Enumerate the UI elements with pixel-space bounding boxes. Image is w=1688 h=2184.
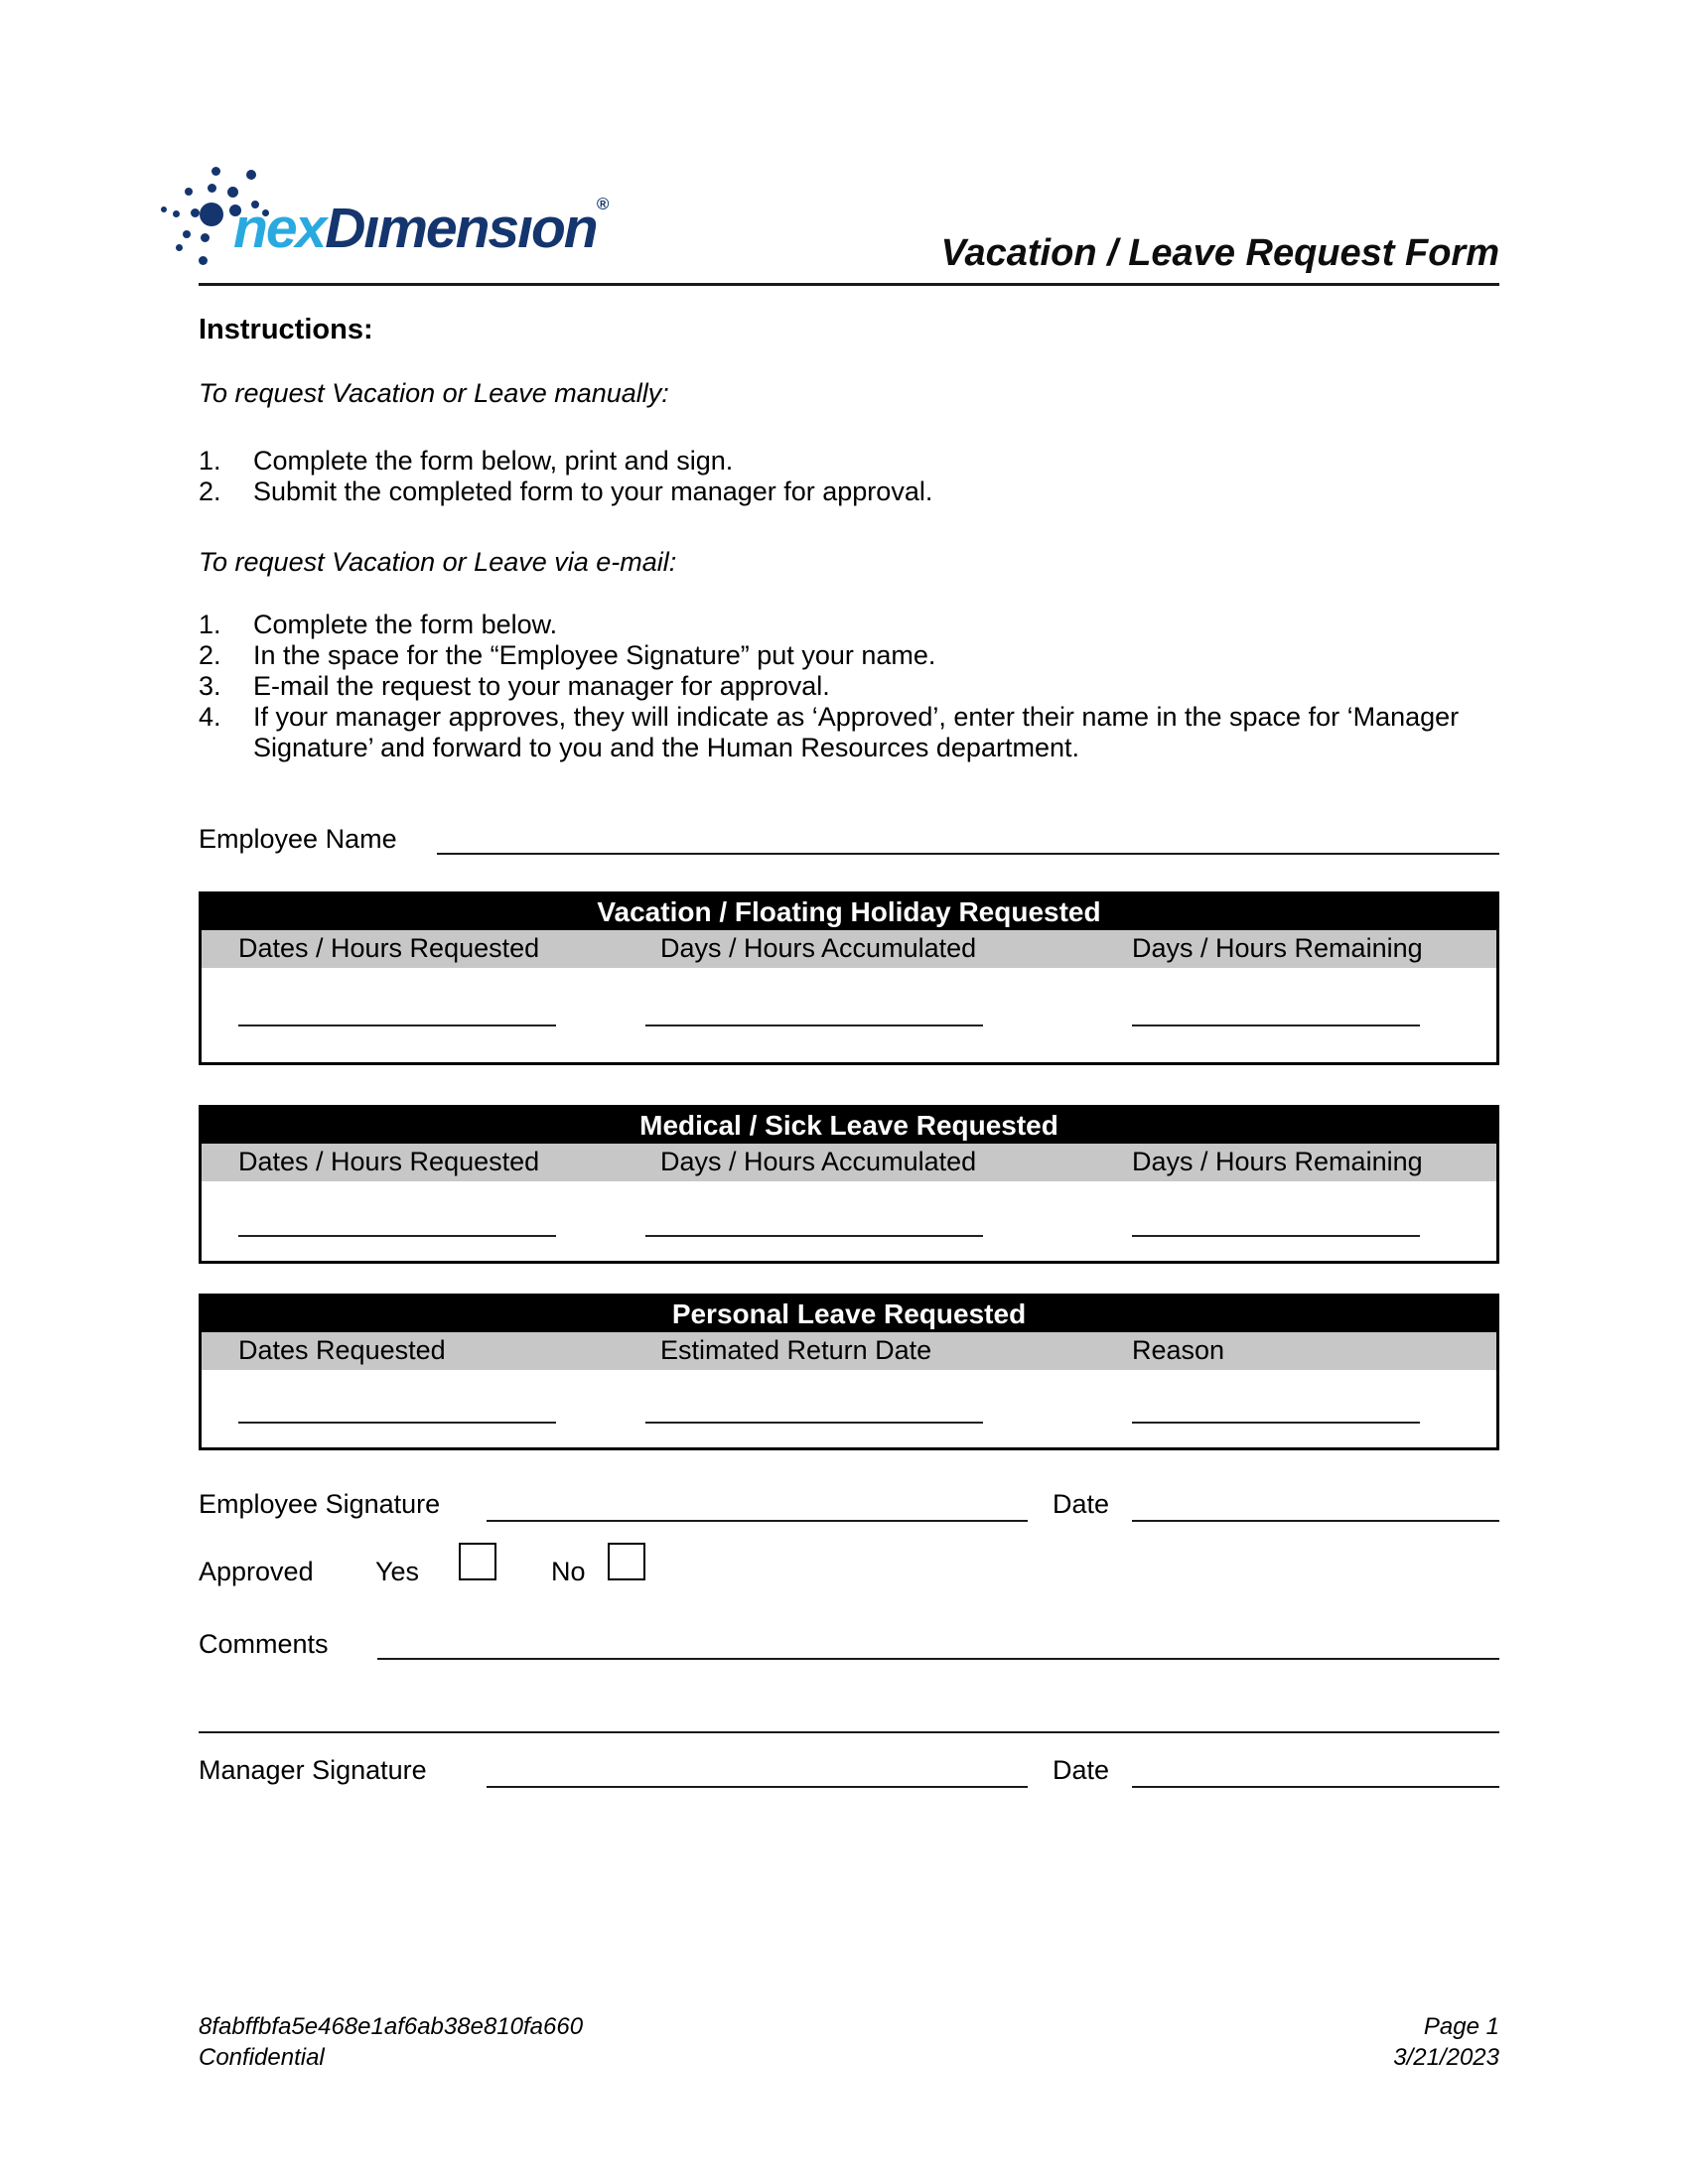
list-item [199,702,1501,763]
sick-days-accumulated-field[interactable] [645,1235,983,1237]
step-number: 1. [199,610,221,639]
step-text: If your manager approves, they will indicate as ‘Approved’, enter their name in the space for ‘Manager Signature’ and forward to you and the Human Resources department. [253,702,1460,762]
comments-field-line-1[interactable] [377,1658,1499,1660]
manager-signature-field[interactable] [487,1786,1028,1788]
employee-name-label: Employee Name [199,824,397,854]
column-header: Reason [1132,1335,1225,1365]
medical-sick-leave-table [199,1105,1499,1264]
header-divider [199,283,1499,286]
table-body [202,1370,1496,1447]
list-item [199,446,1501,477]
column-header: Days / Hours Accumulated [660,1147,977,1176]
no-label: No [551,1557,586,1586]
step-text: Submit the completed form to your manager for approval. [253,477,933,506]
table-column-headers [202,930,1496,968]
table-title: Personal Leave Requested [202,1297,1496,1332]
approved-yes-checkbox[interactable] [459,1543,496,1580]
confidential-label: Confidential [199,2044,325,2071]
step-number: 2. [199,477,221,506]
step-text: Complete the form below, print and sign. [253,446,734,476]
vacation-floating-holiday-table [199,891,1499,1065]
manual-instructions-intro: To request Vacation or Leave manually: [199,378,669,408]
personal-reason-field[interactable] [1132,1422,1420,1424]
approved-label: Approved [199,1557,314,1586]
manual-instructions-list [199,446,1501,507]
employee-signature-label: Employee Signature [199,1489,441,1519]
sick-days-remaining-field[interactable] [1132,1235,1420,1237]
step-number: 3. [199,671,221,701]
employee-signature-field[interactable] [487,1520,1028,1522]
table-column-headers [202,1332,1496,1370]
list-item [199,640,1501,671]
table-column-headers [202,1144,1496,1181]
vacation-days-accumulated-field[interactable] [645,1024,983,1026]
date-label: Date [1053,1489,1110,1519]
step-text: E-mail the request to your manager for approval. [253,671,830,701]
approved-no-checkbox[interactable] [608,1543,645,1580]
page-title: Vacation / Leave Request Form [940,232,1499,274]
comments-label: Comments [199,1629,329,1659]
registered-trademark-icon: ® [596,195,610,213]
yes-label: Yes [375,1557,420,1586]
logo-text-nex: nex [233,197,326,260]
manager-signature-label: Manager Signature [199,1755,427,1785]
personal-dates-requested-field[interactable] [238,1422,556,1424]
table-title: Vacation / Floating Holiday Requested [202,894,1496,930]
vacation-days-remaining-field[interactable] [1132,1024,1420,1026]
step-number: 4. [199,702,221,732]
employee-name-field[interactable] [437,853,1499,855]
document-id: 8fabffbfa5e468e1af6ab38e810fa660 [199,2013,584,2040]
footer-right [199,2011,1499,2073]
email-instructions-list [199,610,1501,763]
manager-date-field[interactable] [1132,1786,1499,1788]
table-title: Medical / Sick Leave Requested [202,1108,1496,1144]
vacation-dates-requested-field[interactable] [238,1024,556,1026]
step-number: 1. [199,446,221,476]
step-text: In the space for the “Employee Signature” put your name. [253,640,936,670]
step-text: Complete the form below. [253,610,558,639]
table-body [202,968,1496,1062]
footer-date: 3/21/2023 [1393,2044,1499,2071]
date-label: Date [1053,1755,1110,1785]
list-item [199,610,1501,640]
instructions-heading: Instructions: [199,314,373,345]
page-number: Page 1 [1423,2013,1499,2040]
logo-text-dimension: Dımensıon [325,197,597,260]
column-header: Dates / Hours Requested [238,933,540,963]
employee-date-field[interactable] [1132,1520,1499,1522]
list-item [199,671,1501,702]
comments-field-line-2[interactable] [199,1731,1499,1733]
personal-return-date-field[interactable] [645,1422,983,1424]
column-header: Dates / Hours Requested [238,1147,540,1176]
table-body [202,1181,1496,1261]
column-header: Estimated Return Date [660,1335,932,1365]
column-header: Days / Hours Accumulated [660,933,977,963]
email-instructions-intro: To request Vacation or Leave via e-mail: [199,547,677,577]
column-header: Dates Requested [238,1335,446,1365]
column-header: Days / Hours Remaining [1132,1147,1423,1176]
personal-leave-table [199,1294,1499,1450]
column-header: Days / Hours Remaining [1132,933,1423,963]
step-number: 2. [199,640,221,670]
list-item [199,477,1501,507]
sick-dates-requested-field[interactable] [238,1235,556,1237]
